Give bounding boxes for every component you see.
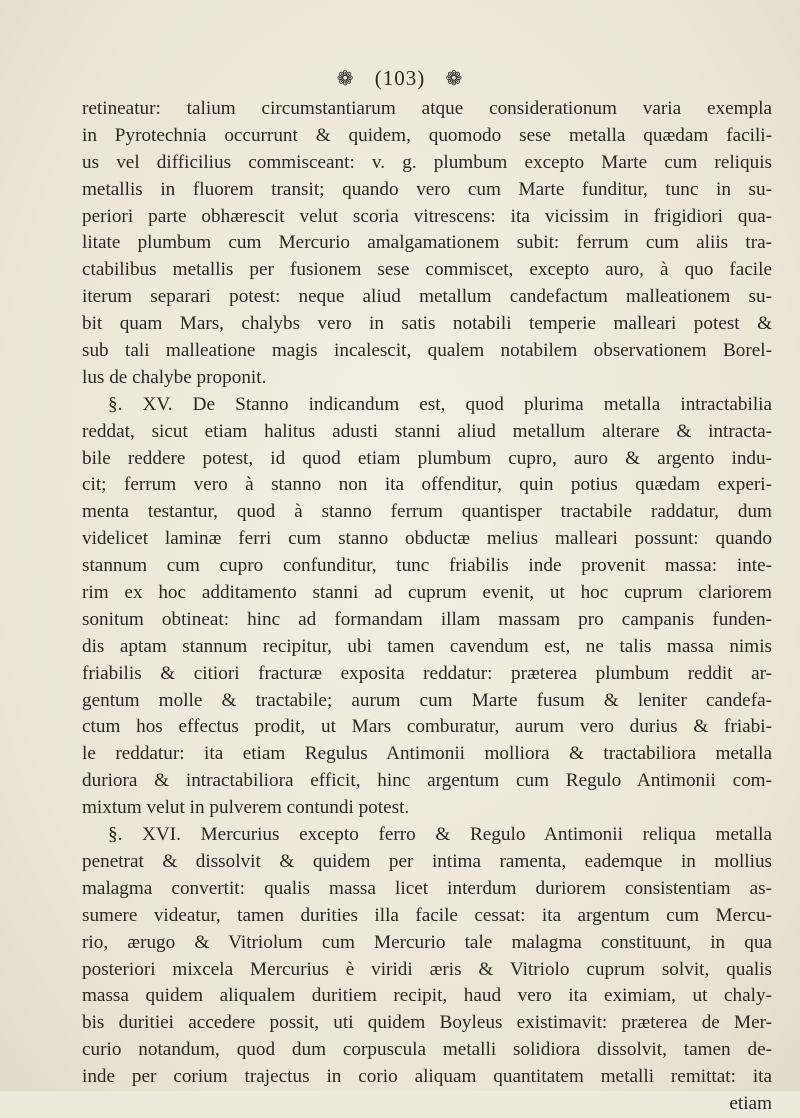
section-heading-line: §. XVI. Mercurius excepto ferro & Regulo Antimonii reliqua metalla — [108, 824, 772, 846]
text-line: posteriori mixcela Mercurius è viridi æris & Vitriolo cuprum solvit, qualis — [82, 958, 772, 980]
text-line: lus de chalybe proponit. — [82, 366, 267, 388]
text-line: duriora & intractabiliora efficit, hinc argentum cum Regulo Antimonii com- — [82, 770, 772, 792]
text-line: bit quam Mars, chalybs vero in satis notabili temperie malleari potest & — [82, 313, 772, 335]
section-heading-line: §. XV. De Stanno indicandum est, quod plurima metalla intractabilia — [108, 393, 772, 415]
text-line: le reddatur: ita etiam Regulus Antimonii molliora & tractabiliora metalla — [82, 743, 772, 765]
text-line: videlicet laminæ ferri cum stanno obductæ melius malleari possunt: quando — [82, 528, 772, 550]
text-line: friabilis & citiori fracturæ exposita reddatur: præterea plumbum reddit ar- — [82, 662, 772, 684]
text-line: litate plumbum cum Mercurio amalgamationem subit: ferrum cum aliis tra- — [82, 232, 772, 254]
text-line: sub tali malleatione magis incalescit, qualem notabilem observationem Borel- — [82, 340, 772, 362]
text-line: retineatur: talium circumstantiarum atque considerationum varia exempla — [82, 98, 772, 119]
text-line: gentum molle & tractabile; aurum cum Marte fusum & leniter candefa- — [82, 689, 772, 711]
text-line: dis aptam stannum recipitur, ubi tamen cavendum est, ne talis massa nimis — [82, 635, 772, 657]
text-line: stannum cum cupro confunditur, tunc friabilis inde provenit massa: inte- — [82, 555, 772, 577]
text-line: metallis in fluorem transit; quando vero cum Marte funditur, tunc in su- — [82, 178, 772, 200]
text-line: curio notandum, quod dum corpuscula metalli solidiora dissolvit, tamen de- — [82, 1039, 772, 1061]
text-line: periori parte obhærescit velut scoria vitrescens: ita vicissim in frigidiori qua- — [82, 205, 772, 227]
text-line: rio, ærugo & Vitriolum cum Mercurio tale malagma constituunt, in qua — [82, 931, 772, 953]
text-line: mixtum velut in pulverem contundi potest. — [82, 797, 410, 819]
page-header — [0, 66, 800, 91]
body-text — [82, 96, 772, 1118]
text-line: menta testantur, quod à stanno ferrum quantisper tractabile raddatur, dum — [82, 501, 772, 523]
catchword: etiam — [729, 1092, 772, 1114]
text-line: iterum separari potest: neque aliud metallum candefactum malleationem su- — [82, 286, 772, 308]
fleuron-icon: ❁ — [336, 68, 355, 90]
text-line: bis duritiei accedere possit, uti quidem Boyleus existimavit: præterea de Mer- — [82, 1012, 772, 1034]
text-line: us vel difficilius commisceant: v. g. plumbum excepto Marte cum reliquis — [82, 151, 772, 173]
text-line: sonitum obtineat: hinc ad formandam illam massam pro campanis funden- — [82, 608, 772, 630]
text-line: bile reddere potest, id quod etiam plumbum cupro, auro & argento indu- — [82, 447, 772, 469]
text-line: reddat, sicut etiam halitus adusti stanni aliud metallum alterare & intracta- — [82, 420, 772, 442]
fleuron-icon: ❁ — [445, 68, 464, 90]
text-line: sumere videatur, tamen durities illa facile cessat: ita argentum cum Mercu- — [82, 904, 772, 926]
page-number: (103) — [374, 66, 426, 90]
text-line: rim ex hoc additamento stanni ad cuprum evenit, ut hoc cuprum clariorem — [82, 582, 772, 604]
text-line: ctum hos effectus prodit, ut Mars comburatur, aurum vero durius & friabi- — [82, 716, 772, 738]
text-line: inde per corium trajectus in corio aliquam quantitatem metalli remittat: ita — [82, 1066, 772, 1088]
text-line: malagma convertit: qualis massa licet interdum duriorem consistentiam as- — [82, 877, 772, 899]
text-line: massa quidem aliqualem duritiem recipit, haud vero ita eximiam, ut chaly- — [82, 985, 772, 1007]
text-line: ctabilibus metallis per fusionem sese commiscet, excepto auro, à quo facile — [82, 259, 772, 281]
text-line: in Pyrotechnia occurrunt & quidem, quomodo sese metalla quædam facili- — [82, 124, 772, 146]
text-line: cit; ferrum vero à stanno non ita offenditur, quin potius quædam experi- — [82, 474, 772, 496]
text-line: penetrat & dissolvit & quidem per intima ramenta, eademque in mollius — [82, 850, 772, 872]
